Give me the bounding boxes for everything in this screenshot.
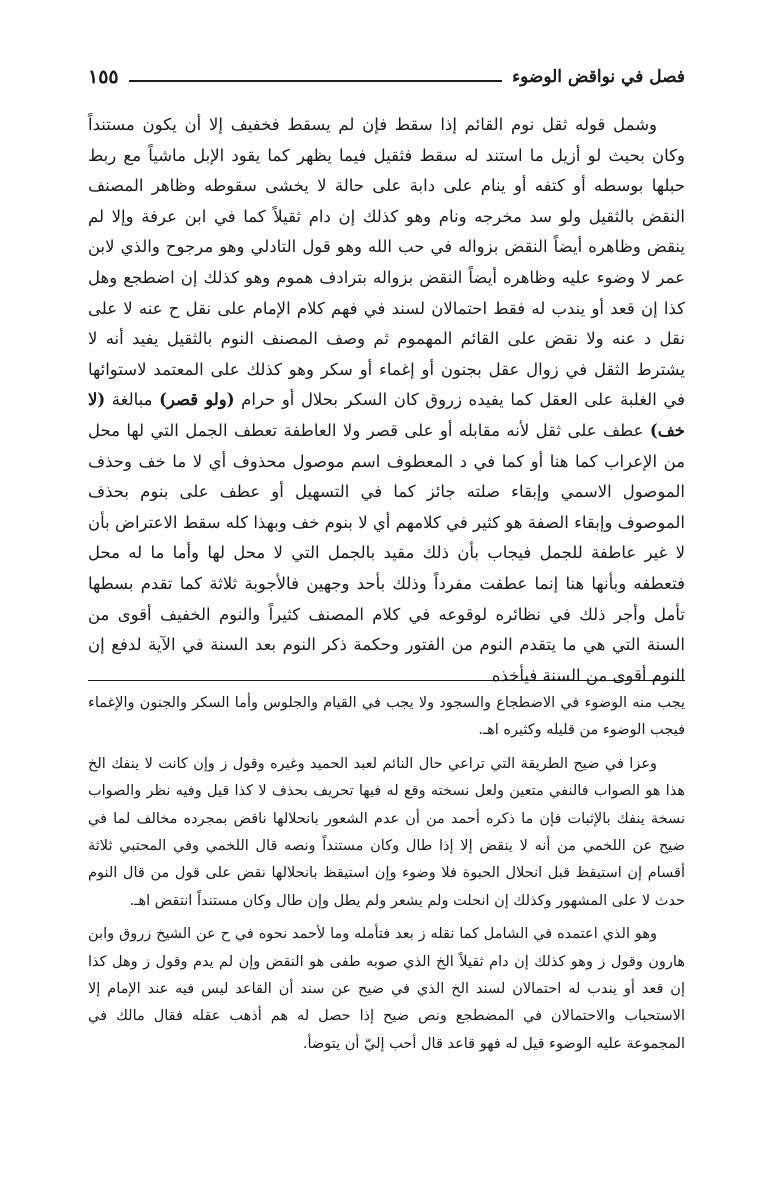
main-paragraph [88,110,685,691]
main-text [88,110,685,691]
footnote-paragraph: يجب منه الوضوء في الاضطجاع والسجود ولا يجب في القيام والجلوس وأما السكر والجنون والإغماء فيجب الوضوء من قليله وكثيره اهـ. [88,695,685,739]
running-header [88,60,685,94]
footnotes [88,690,685,1064]
footnote-paragraph: وهو الذي اعتمده في الشامل كما نقله ز بعد فتأمله وما لأحمد نحوه في ح عن الشيخ زروق وابن هارون وقول ز وهو كذلك إن دام ثقيلاً الخ الذي صوبه طفى هو النقض وإن لم يدم وقول ز وهل كذا إن قعد أو يندب له احتمالان لسند الخ الذي في ضيح عن سند أن القاعد ليس فيه عند الإمام إلا الاستحباب والاحتمالان في المضطجع ونص ضيح إذا حصل له هم أذهب عقله فقال مالك في المجموعة عليه الوضوء قيل له فهو قاعد قال أحب إليّ أن يتوضأ. [88,926,685,1052]
text-run: وشمل قوله ثقل نوم القائم إذا سقط فإن لم يسقط فخفيف إلا أن يكون مستنداً وكان بحيث لو أزيل ما استند له سقط فثقيل فيما يظهر كما يقود الإبل ماشياً مع ربط حبلها بوسطه أو كتفه أو ينام على دابة على حالة لا يخشى سقوطه وظاهر المصنف النقض بالثقيل ولو سد مخرجه ونام وهو كذلك إن دام ثقيلاً كما في ابن عرفة وإلا لم ينقض وظاهره أيضاً النقض بزواله في حب الله وهو قول التادلي وهو مرجوح والذي لابن عمر لا وضوء عليه وظاهره أيضاً النقض بزواله بترادف هموم وهو كذلك إن اضطجع وهل كذا إن قعد أو يندب له فقط احتمالان لسند في فهم كلام الإمام على نقل ح عنه لا على نقل د عنه ولا نقض على القائم المهموم ثم وصف المصنف النوم بالثقيل يفيد أنه لا يشترط الثقل في زوال عقل بجنون أو إغماء أو سكر وهو كذلك على المعتمد لاستوائها في الغلبة على العقل كما يفيده زروق كان السكر بحلال أو حرام [88,115,686,410]
keyword-bold: (ولو قصر) [159,390,235,410]
footnote-separator [88,680,685,681]
chapter-title: فصل في نواقض الوضوء [512,67,685,87]
text-run: مبالغة [111,390,153,410]
header-rule [129,80,502,82]
text-run: عطف على ثقل لأنه مقابله أو على قصر ولا العاطفة تعطف الجمل التي لها محل من الإعراب كما هنا أو كما في د المعطوف اسم موصول محذوف أي لا ما خف وحذف الموصول الاسمي وإبقاء صلته جائز كما في التسهيل أو عطف على بنوم بحذف الموصوف وإبقاء الصفة هو كثير في كلامهم أي لا بنوم خف وبهذا كله سقط الاعتراض بأن لا غير عاطفة للجمل فيجاب بأن ذلك مقيد بالجمل التي لا محل لها وأما ما له محل فتعطفه وبأنها هنا إنما عطفت مفرداً وذلك بأحد وجهين فالأجوبة ثلاثة كما تقدم بسطها تأمل وأجر ذلك في نظائره لوقوعه في كلام المصنف كثيراً والنوم الخفيف أقوى من السنة التي هي ما يتقدم النوم من الفتور وحكمة ذكر النوم بعد السنة في الآية لدفع إن النوم أقوى من السنة فيأخذه [88,420,685,685]
keyword-bold: (لا خف) [88,390,685,440]
footnote-paragraph: وعزا في ضيح الطريقة التي تراعي حال النائم لعبد الحميد وغيره وقول ز وإن كانت لا ينفك الخ هذا هو الصواب فالنفي متعين ولعل نسخته وقع له فيها تحريف بحذف لا كذا قيل وفيه نظر والصواب نسخة ينفك بالإثبات فإن ما ذكره أحمد من أن عدم الشعور بانحلالها ناقض بمجرده مخالف لما في ضيح عن اللخمي من أنه لا ينقض إلا إذا طال وكان مستنداً ونصه قال اللخمي وفي المحتبي ثلاثة أقسام إن استيقظ قبل انحلال الحبوة فلا وضوء وإن استيقظ بانحلالها نقض على قول من قال النوم حدث لا على المشهور وكذلك إن انحلت ولم يشعر ولم يطل وإن طال وكان مستنداً انتقض اهـ. [88,755,685,909]
page-number: ١٥٥ [88,66,119,88]
